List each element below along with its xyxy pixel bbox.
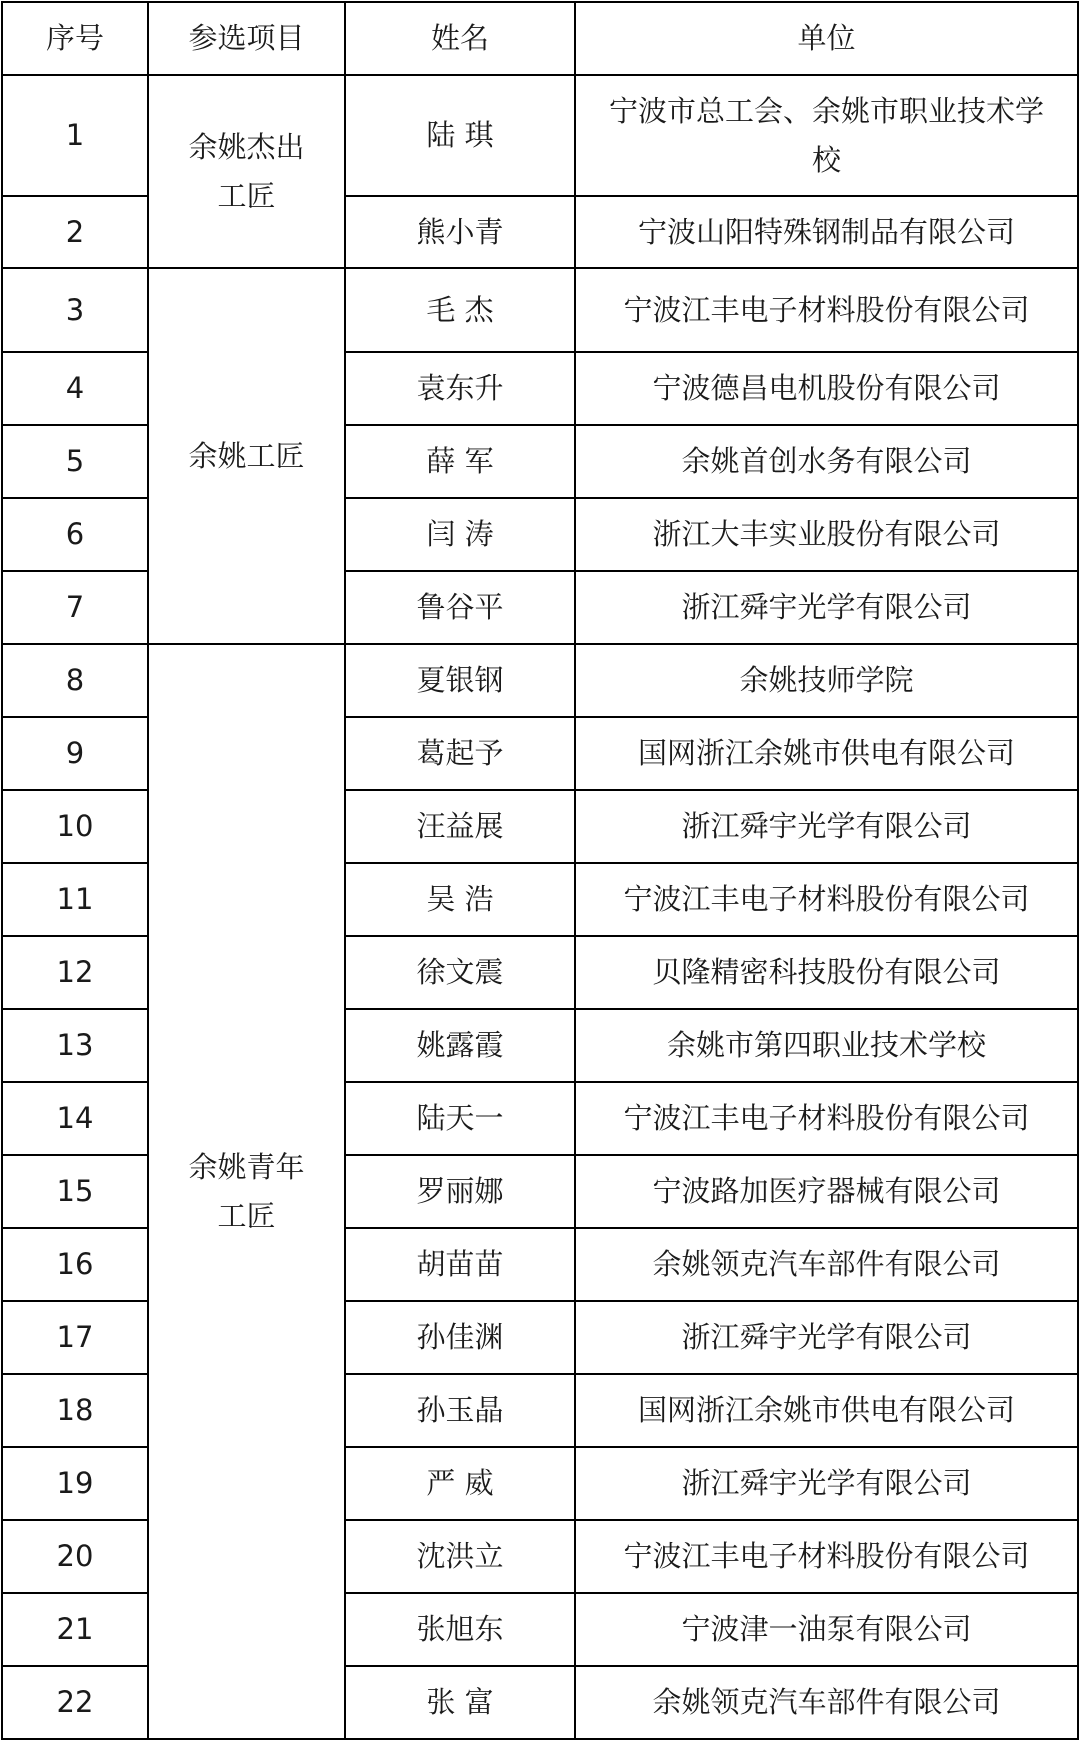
row-name: 熊小青 bbox=[345, 196, 575, 268]
row-name: 罗丽娜 bbox=[345, 1155, 575, 1228]
row-unit: 浙江舜宇光学有限公司 bbox=[575, 1301, 1078, 1374]
row-no: 5 bbox=[2, 425, 148, 498]
row-unit: 贝隆精密科技股份有限公司 bbox=[575, 936, 1078, 1009]
row-no: 17 bbox=[2, 1301, 148, 1374]
row-name: 闫 涛 bbox=[345, 498, 575, 571]
row-no: 14 bbox=[2, 1082, 148, 1155]
table-row bbox=[2, 268, 1078, 352]
category-cell bbox=[148, 75, 345, 268]
row-name: 葛起予 bbox=[345, 717, 575, 790]
row-name: 毛 杰 bbox=[345, 268, 575, 352]
row-unit: 宁波江丰电子材料股份有限公司 bbox=[575, 1082, 1078, 1155]
row-no: 13 bbox=[2, 1009, 148, 1082]
category-cell bbox=[148, 644, 345, 1739]
row-unit: 宁波路加医疗器械有限公司 bbox=[575, 1155, 1078, 1228]
row-name: 张 富 bbox=[345, 1666, 575, 1739]
row-name: 陆天一 bbox=[345, 1082, 575, 1155]
row-no: 11 bbox=[2, 863, 148, 936]
row-name: 袁东升 bbox=[345, 352, 575, 425]
row-unit: 余姚首创水务有限公司 bbox=[575, 425, 1078, 498]
row-name: 夏银钢 bbox=[345, 644, 575, 717]
header-name: 姓名 bbox=[345, 2, 575, 75]
category-label: 余姚青年工匠 bbox=[188, 1149, 305, 1233]
row-no: 10 bbox=[2, 790, 148, 863]
table-row bbox=[2, 644, 1078, 717]
row-no: 6 bbox=[2, 498, 148, 571]
row-no: 19 bbox=[2, 1447, 148, 1520]
row-unit: 余姚市第四职业技术学校 bbox=[575, 1009, 1078, 1082]
row-no: 22 bbox=[2, 1666, 148, 1739]
row-no: 2 bbox=[2, 196, 148, 268]
row-no: 1 bbox=[2, 75, 148, 196]
row-no: 20 bbox=[2, 1520, 148, 1593]
row-unit: 浙江舜宇光学有限公司 bbox=[575, 790, 1078, 863]
row-name: 姚露霞 bbox=[345, 1009, 575, 1082]
row-unit: 浙江舜宇光学有限公司 bbox=[575, 571, 1078, 644]
category-label: 余姚杰出工匠 bbox=[188, 129, 305, 213]
row-name: 吴 浩 bbox=[345, 863, 575, 936]
row-no: 12 bbox=[2, 936, 148, 1009]
row-name: 鲁谷平 bbox=[345, 571, 575, 644]
row-no: 16 bbox=[2, 1228, 148, 1301]
row-name: 胡苗苗 bbox=[345, 1228, 575, 1301]
row-no: 15 bbox=[2, 1155, 148, 1228]
row-unit: 宁波津一油泵有限公司 bbox=[575, 1593, 1078, 1666]
row-name: 严 威 bbox=[345, 1447, 575, 1520]
table-row bbox=[2, 75, 1078, 196]
row-no: 7 bbox=[2, 571, 148, 644]
row-no: 4 bbox=[2, 352, 148, 425]
row-name: 孙玉晶 bbox=[345, 1374, 575, 1447]
row-unit: 宁波江丰电子材料股份有限公司 bbox=[575, 863, 1078, 936]
row-unit: 浙江舜宇光学有限公司 bbox=[575, 1447, 1078, 1520]
row-unit-text: 宁波市总工会、余姚市职业技术学校 bbox=[608, 93, 1044, 177]
row-name: 孙佳渊 bbox=[345, 1301, 575, 1374]
header-no: 序号 bbox=[2, 2, 148, 75]
row-no: 3 bbox=[2, 268, 148, 352]
row-unit: 余姚领克汽车部件有限公司 bbox=[575, 1228, 1078, 1301]
row-name: 徐文震 bbox=[345, 936, 575, 1009]
row-unit: 宁波山阳特殊钢制品有限公司 bbox=[575, 196, 1078, 268]
row-no: 9 bbox=[2, 717, 148, 790]
header-unit: 单位 bbox=[575, 2, 1078, 75]
header-category: 参选项目 bbox=[148, 2, 345, 75]
row-unit: 余姚领克汽车部件有限公司 bbox=[575, 1666, 1078, 1739]
row-name: 陆 琪 bbox=[345, 75, 575, 196]
row-unit: 国网浙江余姚市供电有限公司 bbox=[575, 717, 1078, 790]
row-no: 21 bbox=[2, 1593, 148, 1666]
row-name: 汪益展 bbox=[345, 790, 575, 863]
row-name: 张旭东 bbox=[345, 1593, 575, 1666]
row-unit: 浙江大丰实业股份有限公司 bbox=[575, 498, 1078, 571]
awards-table bbox=[1, 1, 1079, 1740]
row-unit: 余姚技师学院 bbox=[575, 644, 1078, 717]
row-name: 薛 军 bbox=[345, 425, 575, 498]
row-unit: 宁波江丰电子材料股份有限公司 bbox=[575, 268, 1078, 352]
table-header-row bbox=[2, 2, 1078, 75]
category-cell: 余姚工匠 bbox=[148, 268, 345, 644]
row-unit bbox=[575, 75, 1078, 196]
row-no: 8 bbox=[2, 644, 148, 717]
row-name: 沈洪立 bbox=[345, 1520, 575, 1593]
row-unit: 国网浙江余姚市供电有限公司 bbox=[575, 1374, 1078, 1447]
row-no: 18 bbox=[2, 1374, 148, 1447]
row-unit: 宁波江丰电子材料股份有限公司 bbox=[575, 1520, 1078, 1593]
row-unit: 宁波德昌电机股份有限公司 bbox=[575, 352, 1078, 425]
